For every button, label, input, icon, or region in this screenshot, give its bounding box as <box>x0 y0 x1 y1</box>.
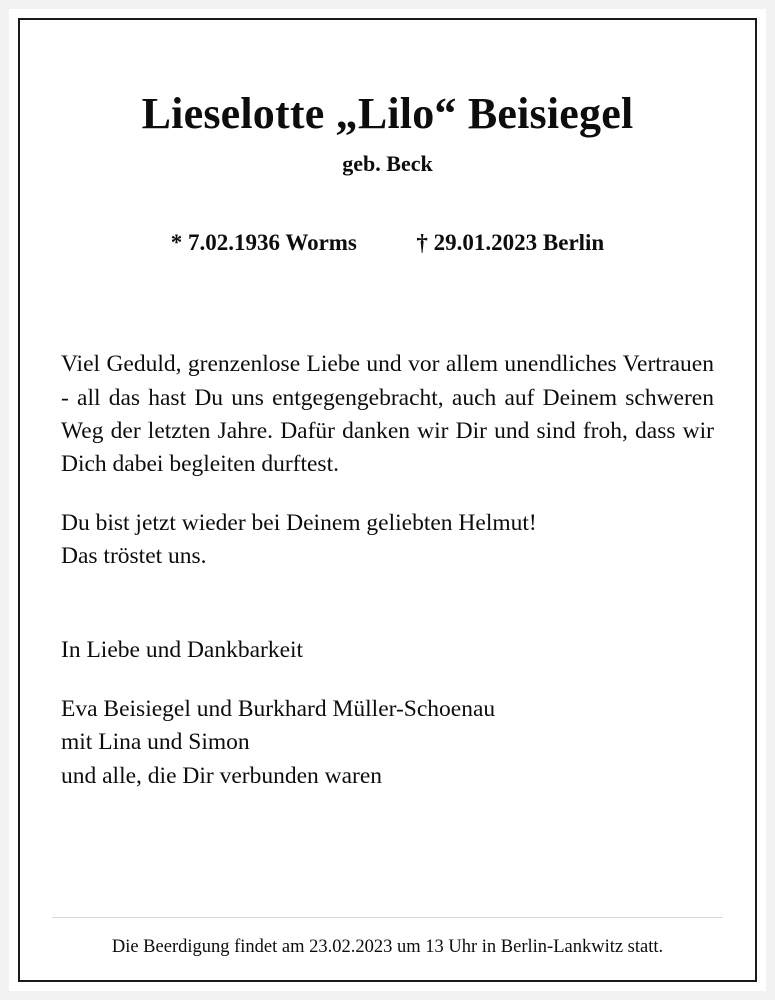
maiden-name: geb. Beck <box>342 151 433 177</box>
birth-date: * 7.02.1936 Worms <box>170 230 357 256</box>
signature-line-2: mit Lina und Simon <box>61 729 250 756</box>
paragraph-4: In Liebe und Dankbarkeit <box>61 636 304 663</box>
signature-line-1: Eva Beisiegel und Burkhard Müller-Schoenau <box>61 695 496 722</box>
funeral-info: Die Beerdigung findet am 23.02.2023 um 13 Uhr in Berlin-Lankwitz statt. <box>111 937 664 957</box>
paragraph-2: Du bist jetzt wieder bei Deinem geliebten Helmut! <box>61 509 537 536</box>
memorial-text <box>52 348 723 667</box>
death-date: † 29.01.2023 Berlin <box>416 230 605 256</box>
signature-block <box>52 693 723 793</box>
life-dates <box>52 230 723 256</box>
footer-divider <box>52 917 723 918</box>
obituary-frame <box>18 18 757 982</box>
deceased-name: Lieselotte „Lilo“ Beisiegel <box>141 89 634 138</box>
paragraph-1: Viel Geduld, grenzenlose Liebe und vor allem unendliches Vertrauen - all das hast Du uns entgegengebracht, auch auf Deinem schweren Weg der letzten Jahre. Dafür danken wir Dir und sind froh, dass wir Dich dabei begleiten durftest. <box>61 351 714 478</box>
paragraph-3: Das tröstet uns. <box>61 543 207 570</box>
signature-line-3: und alle, die Dir verbunden waren <box>61 762 383 789</box>
